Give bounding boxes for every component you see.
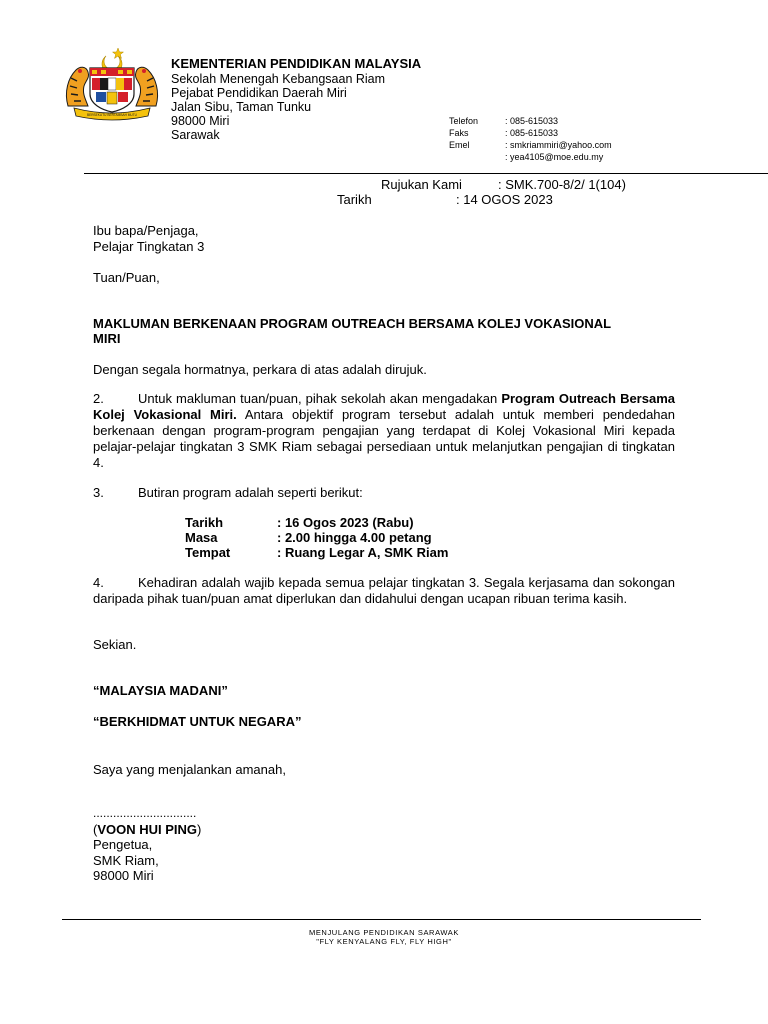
header-divider: [84, 173, 768, 174]
phone-label: Telefon: [449, 116, 479, 126]
slogan-malaysia-madani: “MALAYSIA MADANI”: [93, 683, 228, 698]
paragraph-3-number: 3.: [93, 485, 104, 500]
paragraph-4-number: 4.: [93, 575, 104, 590]
detail-time-value: : 2.00 hingga 4.00 petang: [277, 530, 432, 545]
signatory-title: Pengetua,: [93, 837, 153, 852]
reference-value: : SMK.700-8/2/ 1(104): [498, 177, 626, 192]
reference-label: Rujukan Kami: [381, 177, 462, 192]
email-value-2: : yea4105@moe.edu.my: [505, 152, 604, 162]
date-value: : 14 OGOS 2023: [456, 192, 553, 207]
footer-divider: [62, 919, 701, 920]
paragraph-4-text: Kehadiran adalah wajib kepada semua pelajar tingkatan 3. Segala kerjasama dan sokongan daripada pihak tuan/puan amat diperlukan dan didahului dengan ucapan ribuan terima kasih.: [93, 575, 675, 606]
recipient-line-2: Pelajar Tingkatan 3: [93, 239, 205, 254]
street-address: Jalan Sibu, Taman Tunku: [171, 100, 312, 114]
district-office: Pejabat Pendidikan Daerah Miri: [171, 86, 347, 100]
detail-time-label: Masa: [185, 530, 218, 545]
subject-line-1: MAKLUMAN BERKENAAN PROGRAM OUTREACH BERSAMA KOLEJ VOKASIONAL: [93, 316, 612, 331]
email-label: Emel: [449, 140, 470, 150]
svg-text:BERSEKUTU BERTAMBAH MUTU: BERSEKUTU BERTAMBAH MUTU: [86, 113, 138, 117]
phone-value: : 085-615033: [505, 116, 559, 126]
slogan-berkhidmat: “BERKHIDMAT UNTUK NEGARA”: [93, 714, 302, 729]
school-name: Sekolah Menengah Kebangsaan Riam: [171, 72, 386, 86]
closing: Sekian.: [93, 637, 137, 652]
detail-venue-label: Tempat: [185, 545, 231, 560]
paragraph-4: [93, 575, 675, 607]
paragraph-1: Dengan segala hormatnya, perkara di atas adalah dirujuk.: [93, 362, 427, 377]
email-value-1: : smkriammiri@yahoo.com: [505, 140, 612, 150]
paragraph-2-number: 2.: [93, 391, 104, 406]
footer-tagline: "FLY KENYALANG FLY, FLY HIGH": [316, 937, 452, 946]
signatory-open-paren: (: [93, 822, 98, 837]
signatory-close-paren: ): [197, 822, 202, 837]
detail-date-label: Tarikh: [185, 515, 224, 530]
signatory-name: [93, 822, 201, 838]
paragraph-2: [93, 391, 675, 471]
subject-line-2: MIRI: [93, 331, 121, 346]
paragraph-3-text: Butiran program adalah seperti berikut:: [138, 485, 363, 500]
date-label: Tarikh: [337, 192, 372, 207]
footer-motto: MENJULANG PENDIDIKAN SARAWAK: [308, 928, 460, 937]
paragraph-2-body: Antara objektif program tersebut adalah untuk memberi pendedahan berkenaan dengan program-program pengajian yang terdapat di Kolej Vokasional Miri kepada pelajar-pelajar tingkatan 3 SMK Riam sebagai persediaan untuk melanjutkan pengajian di tingkatan 4.: [93, 407, 675, 470]
paragraph-2-intro: Untuk makluman tuan/puan, pihak sekolah akan mengadakan: [138, 391, 502, 406]
fax-value: : 085-615033: [505, 128, 559, 138]
fax-label: Faks: [449, 128, 469, 138]
detail-venue-value: : Ruang Legar A, SMK Riam: [277, 545, 449, 560]
state-name: Sarawak: [171, 128, 220, 142]
ministry-name: KEMENTERIAN PENDIDIKAN MALAYSIA: [171, 56, 422, 71]
signature-line: ...............................: [93, 806, 197, 820]
coat-of-arms-logo: [62, 44, 162, 122]
signatory-name-text: VOON HUI PING: [97, 822, 198, 837]
signatory-city: 98000 Miri: [93, 868, 154, 883]
postcode-city: 98000 Miri: [171, 114, 230, 128]
salutation: Tuan/Puan,: [93, 270, 160, 285]
recipient-line-1: Ibu bapa/Penjaga,: [93, 223, 199, 238]
detail-date-value: : 16 Ogos 2023 (Rabu): [277, 515, 414, 530]
signatory-organisation: SMK Riam,: [93, 853, 159, 868]
signoff: Saya yang menjalankan amanah,: [93, 762, 286, 777]
program-name: Program Outreach Bersama Kolej Vokasional Miri.: [93, 391, 675, 422]
